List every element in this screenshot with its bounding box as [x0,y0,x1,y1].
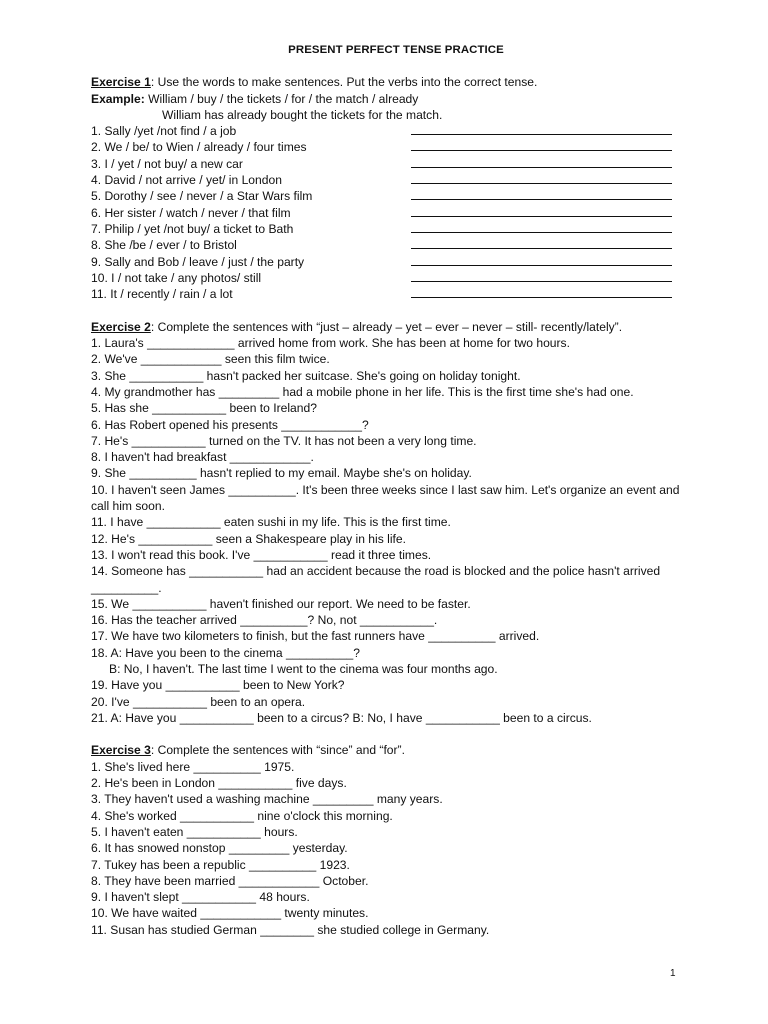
exercise1-item [91,254,691,270]
page-number: 1 [670,968,676,979]
answer-blank-line[interactable] [411,199,672,200]
exercise3-item: 9. I haven't slept ___________ 48 hours. [91,890,310,905]
exercise2-instruction-line [91,319,691,335]
exercise2-heading: Exercise 2 [91,319,151,334]
exercise2-instruction: : Complete the sentences with “just – already – yet – ever – never – still- recently/lately”. [150,319,623,334]
exercise3-item: 1. She's lived here __________ 1975. [91,759,295,774]
exercise-3 [91,742,691,938]
example-answer: William has already bought the tickets for the match. [162,107,443,122]
exercise1-item-prompt: 10. I / not take / any photos/ still [91,270,262,285]
exercise3-item: 4. She's worked ___________ nine o'clock this morning. [91,808,393,823]
exercise1-item [91,156,691,172]
exercise3-item: 3. They haven't used a washing machine _________ many years. [91,792,443,807]
exercise1-heading: Exercise 1 [91,75,151,90]
exercise3-item: 7. Tukey has been a republic __________ 1923. [91,857,350,872]
exercise1-instruction-line [91,74,691,90]
exercise2-item: 15. We ___________ haven't finished our report. We need to be faster. [91,596,471,611]
answer-blank-line[interactable] [411,183,672,184]
exercise2-item: 4. My grandmother has _________ had a mobile phone in her life. This is the first time she's had one. [91,384,634,399]
exercise2-item: 7. He's ___________ turned on the TV. It has not been a very long time. [91,433,477,448]
exercise3-instruction: : Complete the sentences with “since” and “for”. [150,743,405,758]
answer-blank-line[interactable] [411,297,672,298]
example-prompt: William / buy / the tickets / for / the match / already [144,91,419,106]
exercise2-item: 14. Someone has ___________ had an accident because the road is blocked and the police hasn't arrived __________. [91,564,661,595]
document-content [91,42,691,938]
exercise1-item [91,221,691,237]
exercise2-item: 5. Has she ___________ been to Ireland? [91,401,317,416]
exercise2-item: 9. She __________ hasn't replied to my email. Maybe she's on holiday. [91,466,472,481]
exercise1-item [91,123,691,139]
answer-blank-line[interactable] [411,232,672,233]
answer-blank-line[interactable] [411,281,672,282]
exercise-2 [91,319,691,726]
exercise3-item: 11. Susan has studied German ________ she studied college in Germany. [91,922,490,937]
exercise3-item: 8. They have been married ____________ October. [91,873,369,888]
exercise1-item-prompt: 1. Sally /yet /not find / a job [91,124,237,139]
exercise1-item-prompt: 11. It / recently / rain / a lot [91,287,233,302]
exercise2-item: 17. We have two kilometers to finish, but the fast runners have __________ arrived. [91,629,540,644]
answer-blank-line[interactable] [411,150,672,151]
exercise1-item-prompt: 8. She /be / ever / to Bristol [91,238,237,253]
answer-blank-line[interactable] [411,167,672,168]
exercise1-instruction: : Use the words to make sentences. Put the verbs into the correct tense. [150,75,538,90]
exercise-1 [91,74,691,302]
answer-blank-line[interactable] [411,216,672,217]
answer-blank-line[interactable] [411,265,672,266]
exercise2-item: B: No, I haven't. The last time I went to the cinema was four months ago. [109,661,498,676]
exercise1-item [91,172,691,188]
exercise2-item: 3. She ___________ hasn't packed her suitcase. She's going on holiday tonight. [91,368,521,383]
exercise3-item: 2. He's been in London ___________ five days. [91,776,347,791]
answer-blank-line[interactable] [411,134,672,135]
section-spacer [91,726,691,742]
exercise3-item: 5. I haven't eaten ___________ hours. [91,824,298,839]
exercise1-item-prompt: 5. Dorothy / see / never / a Star Wars film [91,189,313,204]
exercise1-item [91,205,691,221]
exercise1-item-prompt: 7. Philip / yet /not buy/ a ticket to Bath [91,221,294,236]
exercise1-item-prompt: 4. David / not arrive / yet/ in London [91,173,282,188]
answer-blank-line[interactable] [411,248,672,249]
exercise2-item: 10. I haven't seen James __________. It's been three weeks since I last saw him. Let's organize an event and call him soon. [91,482,680,514]
exercise1-item [91,237,691,253]
exercise3-item: 10. We have waited ____________ twenty minutes. [91,906,369,921]
exercise2-item: 20. I've ___________ been to an opera. [91,694,306,709]
exercise1-item-prompt: 2. We / be/ to Wien / already / four times [91,140,307,155]
exercise2-item: 13. I won't read this book. I've ___________ read it three times. [91,547,432,562]
exercise1-item [91,139,691,155]
exercise1-item-prompt: 3. I / yet / not buy/ a new car [91,156,243,171]
exercise1-item [91,188,691,204]
exercise3-heading: Exercise 3 [91,743,151,758]
exercise2-item: 8. I haven't had breakfast ____________. [91,450,314,465]
example-label: Example: [91,91,145,106]
page-title: PRESENT PERFECT TENSE PRACTICE [288,44,504,56]
exercise3-item: 6. It has snowed nonstop _________ yesterday. [91,841,348,856]
exercise1-item-prompt: 6. Her sister / watch / never / that film [91,205,291,220]
exercise2-item: 11. I have ___________ eaten sushi in my life. This is the first time. [91,515,451,530]
exercise1-item [91,286,691,302]
exercise2-item: 12. He's ___________ seen a Shakespeare play in his life. [91,531,406,546]
exercise3-instruction-line [91,742,691,758]
exercise2-item: 6. Has Robert opened his presents ____________? [91,417,369,432]
exercise2-item: 18. A: Have you been to the cinema __________? [91,645,360,660]
exercise2-item: 16. Has the teacher arrived __________? No, not ___________. [91,613,438,628]
exercise2-item: 2. We've ____________ seen this film twice. [91,352,330,367]
exercise1-item [91,270,691,286]
exercise2-item: 1. Laura's _____________ arrived home from work. She has been at home for two hours. [91,336,570,351]
exercise2-item: 19. Have you ___________ been to New York? [91,678,345,693]
exercise1-item-prompt: 9. Sally and Bob / leave / just / the party [91,254,305,269]
exercise2-item: 21. A: Have you ___________ been to a circus? B: No, I have ___________ been to a circus. [91,710,592,725]
exercise1-example-line [91,91,691,107]
section-spacer [91,302,691,318]
